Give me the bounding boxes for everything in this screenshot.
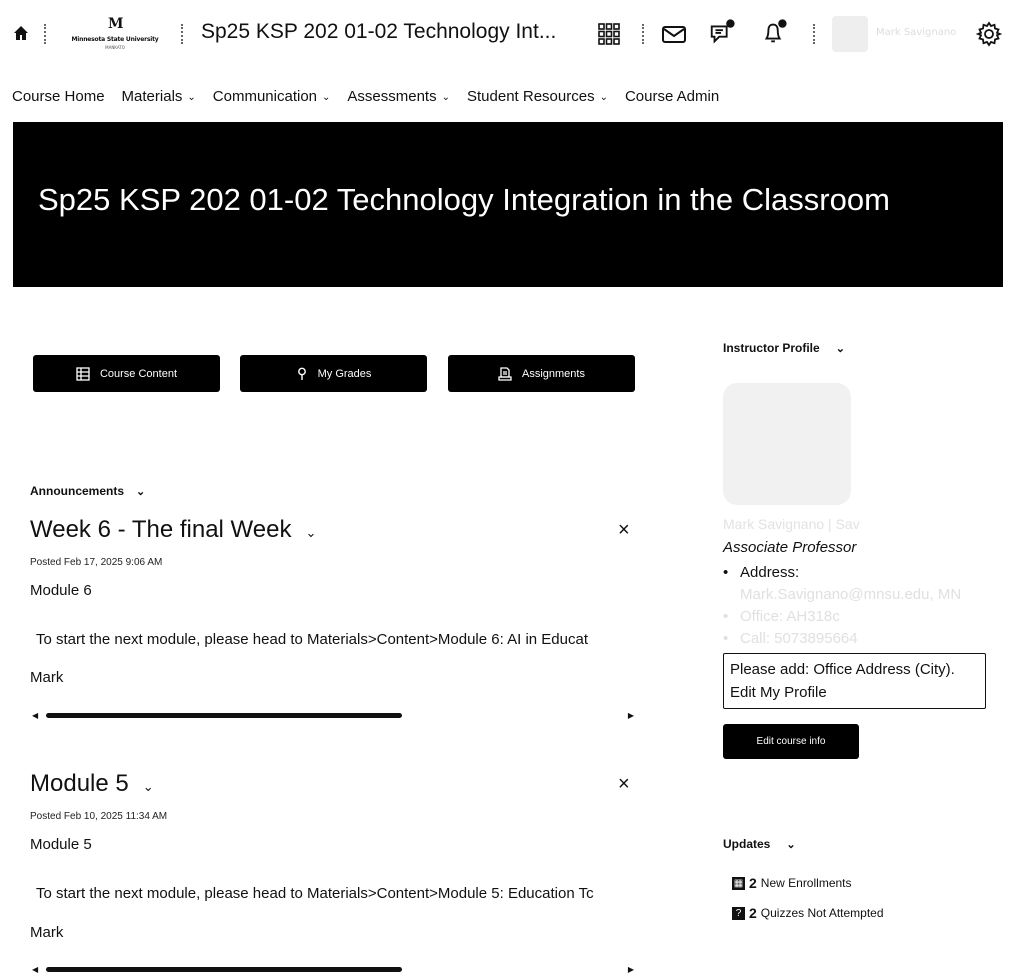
phone-value: Call: 5073895664 — [740, 630, 858, 647]
logo-text: Minnesota State University — [71, 36, 159, 43]
horizontal-scrollbar[interactable] — [32, 964, 634, 974]
nav-materials[interactable] — [122, 85, 196, 107]
widget-title: Updates — [723, 837, 771, 851]
banner-title: Sp25 KSP 202 01-02 Technology Integration in the Classroom — [38, 182, 890, 217]
chat-subscription-icon[interactable] — [708, 18, 736, 46]
chevron-down-icon: ⌄ — [599, 91, 608, 103]
list-item: • Call: 5073895664 — [723, 628, 961, 650]
update-item[interactable] — [732, 905, 884, 921]
profile-notice-box — [723, 653, 986, 709]
nav-label: Communication — [212, 87, 318, 105]
announcement-body: To start the next module, please head to Materials>Content>Module 5: Education Tc — [36, 885, 594, 902]
my-grades-button[interactable] — [240, 355, 427, 392]
instructor-profile-heading[interactable] — [723, 341, 845, 355]
assignment-icon — [498, 367, 512, 381]
nav-student-resources[interactable] — [467, 85, 608, 107]
address-value[interactable]: Mark.Savignano@mnsu.edu, MN — [740, 586, 962, 603]
nav-label: Course Admin — [624, 87, 720, 105]
button-label: My Grades — [317, 367, 372, 380]
horizontal-scrollbar[interactable] — [32, 710, 634, 720]
table-icon — [76, 367, 90, 381]
divider — [44, 24, 46, 44]
assignments-button[interactable] — [448, 355, 635, 392]
message-mail-icon[interactable] — [660, 20, 688, 48]
quiz-icon: ? — [732, 907, 745, 920]
nav-course-admin[interactable] — [625, 85, 719, 107]
user-name[interactable]: Mark Savignano — [876, 27, 957, 38]
edit-my-profile-link[interactable]: Edit My Profile — [730, 684, 827, 701]
divider — [642, 24, 644, 44]
settings-gear-icon[interactable] — [975, 20, 1003, 48]
update-item[interactable] — [732, 875, 852, 891]
announcement-signature: Mark — [30, 924, 64, 941]
divider — [181, 24, 183, 44]
logo-subtext: MANKATO — [105, 45, 125, 50]
course-selector-grid-icon[interactable] — [595, 20, 623, 48]
notice-text: Please add: Office Address (City). — [730, 661, 955, 678]
office-value: Office: AH318c — [740, 608, 840, 625]
course-banner — [13, 122, 1003, 287]
nav-course-home[interactable] — [12, 85, 105, 107]
announcement-subtitle: Module 5 — [30, 836, 92, 853]
user-avatar[interactable] — [832, 16, 868, 52]
pin-icon — [296, 367, 308, 381]
widget-title: Announcements — [30, 484, 125, 498]
list-item: • Office: AH318c — [723, 606, 961, 628]
button-label: Course Content — [99, 367, 178, 380]
instructor-photo — [723, 383, 851, 505]
nav-label: Course Home — [12, 87, 105, 105]
enrollments-icon: ▦ — [733, 877, 744, 889]
chevron-down-icon[interactable]: ⌄ — [305, 525, 317, 540]
nav-assessments[interactable] — [347, 85, 450, 107]
announcement-title-text: Week 6 - The final Week — [30, 516, 292, 543]
update-label: New Enrollments — [760, 876, 852, 890]
dismiss-close-icon[interactable]: × — [618, 519, 630, 541]
chevron-down-icon: ⌄ — [835, 342, 845, 355]
nav-label: Materials — [121, 87, 183, 105]
announcement-subtitle: Module 6 — [30, 582, 92, 599]
announcements-heading[interactable] — [30, 484, 145, 498]
nav-communication[interactable] — [213, 85, 331, 107]
chevron-down-icon: ⌄ — [136, 485, 146, 498]
scroll-left-arrow-icon[interactable]: ◀ — [32, 965, 39, 974]
top-bar — [0, 0, 1024, 68]
list-item — [723, 584, 961, 606]
announcement-body: To start the next module, please head to Materials>Content>Module 6: AI in Educat — [36, 631, 589, 648]
scroll-right-arrow-icon[interactable]: ▶ — [627, 965, 634, 974]
update-count: 2 — [749, 875, 757, 891]
nav-label: Student Resources — [467, 87, 595, 105]
chevron-down-icon[interactable]: ⌄ — [142, 779, 154, 794]
course-content-button[interactable] — [33, 355, 220, 392]
logo-mark: M — [108, 16, 124, 32]
scroll-left-arrow-icon[interactable]: ◀ — [32, 711, 39, 720]
posted-date: Posted Feb 17, 2025 9:06 AM — [30, 557, 163, 568]
edit-course-info-button[interactable]: Edit course info — [723, 724, 859, 759]
instructor-contact-list — [723, 562, 961, 650]
updates-heading[interactable] — [723, 837, 796, 851]
instructor-role: Associate Professor — [723, 539, 857, 556]
announcement-signature: Mark — [30, 669, 64, 686]
nav-label: Assessments — [347, 87, 437, 105]
update-label: Quizzes Not Attempted — [760, 906, 884, 920]
scroll-thumb[interactable] — [46, 713, 402, 718]
button-label: Assignments — [522, 367, 585, 380]
posted-date: Posted Feb 10, 2025 11:34 AM — [30, 811, 168, 822]
dismiss-close-icon[interactable]: × — [618, 773, 630, 795]
chevron-down-icon: ⌄ — [441, 91, 450, 103]
chevron-down-icon: ⌄ — [322, 91, 331, 103]
announcement-title[interactable] — [30, 516, 316, 544]
chevron-down-icon: ⌄ — [786, 838, 796, 851]
instructor-name: Mark Savignano | Sav — [723, 516, 860, 532]
list-item: • Address: — [723, 562, 961, 584]
scroll-right-arrow-icon[interactable]: ▶ — [627, 711, 634, 720]
address-label: Address: — [740, 564, 800, 581]
announcement-title-text: Module 5 — [30, 770, 129, 797]
divider — [813, 24, 815, 44]
scroll-thumb[interactable] — [46, 967, 402, 972]
update-count: 2 — [749, 905, 757, 921]
announcement-title[interactable] — [30, 770, 154, 798]
university-logo[interactable] — [60, 16, 170, 52]
course-title[interactable]: Sp25 KSP 202 01-02 Technology Int... — [201, 20, 557, 43]
chevron-down-icon: ⌄ — [187, 91, 196, 103]
home-icon[interactable] — [12, 24, 30, 42]
widget-title: Instructor Profile — [723, 341, 820, 355]
course-navbar — [12, 85, 736, 107]
notification-bell-icon[interactable] — [760, 18, 788, 46]
